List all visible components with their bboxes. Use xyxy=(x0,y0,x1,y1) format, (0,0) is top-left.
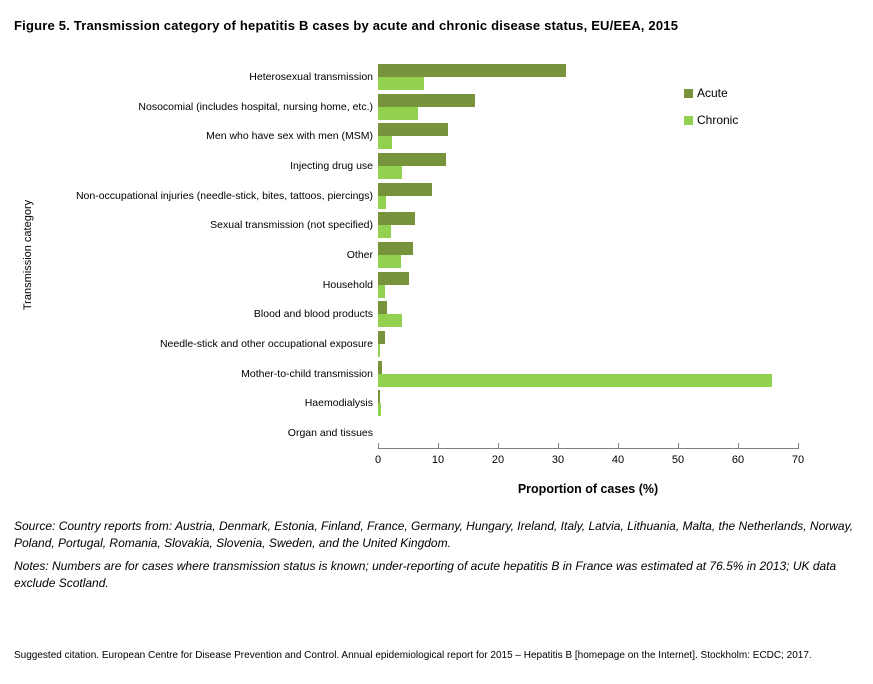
bar-acute xyxy=(378,242,413,255)
legend-item-chronic xyxy=(684,113,738,127)
x-tick-mark xyxy=(378,443,379,448)
x-tick-mark xyxy=(438,443,439,448)
x-tick-label: 50 xyxy=(671,454,685,466)
bar-group xyxy=(378,301,800,327)
notes-text: Notes: Numbers are for cases where transmission status is known; under-reporting of acute hepatitis B in France was estimated at 76.5% in 2013; UK data exclude Scotland. xyxy=(14,559,837,591)
category-label: Heterosexual transmission xyxy=(249,70,373,83)
category-label: Other xyxy=(346,248,373,261)
bar-group xyxy=(378,183,800,209)
suggested-citation: Suggested citation. European Centre for Disease Prevention and Control. Annual epidemiological report for 2015 – Hepatitis B [homepage on the Internet]. Stockholm: ECDC; 2017. xyxy=(14,650,812,661)
bar-acute xyxy=(378,153,446,166)
bar-group xyxy=(378,390,800,416)
legend-swatch-icon xyxy=(684,116,693,125)
category-row xyxy=(40,359,800,389)
bar-acute xyxy=(378,64,566,77)
legend-label: Chronic xyxy=(697,113,739,127)
category-label: Mother-to-child transmission xyxy=(241,367,373,380)
bar-group xyxy=(378,153,800,179)
category-label: Household xyxy=(322,278,373,291)
category-label: Non-occupational injuries (needle-stick, bites, tattoos, piercings) xyxy=(75,189,373,202)
x-tick-mark xyxy=(678,443,679,448)
x-tick-mark xyxy=(798,443,799,448)
x-tick-mark xyxy=(738,443,739,448)
x-axis-title: Proportion of cases (%) xyxy=(517,482,659,496)
category-row xyxy=(40,389,800,419)
category-row xyxy=(40,300,800,330)
x-axis-line xyxy=(378,448,799,449)
x-tick-mark xyxy=(618,443,619,448)
bar-chronic xyxy=(378,285,385,298)
bar-acute xyxy=(378,272,409,285)
bar-group xyxy=(378,420,800,446)
bar-chronic xyxy=(378,255,401,268)
x-tick-label: 10 xyxy=(431,454,445,466)
y-axis-label: Transmission category xyxy=(22,199,34,311)
category-row xyxy=(40,240,800,270)
x-tick-label: 40 xyxy=(611,454,625,466)
bar-chronic xyxy=(378,344,380,357)
bar-chronic xyxy=(378,314,402,327)
bar-chronic xyxy=(378,225,391,238)
bar-acute xyxy=(378,94,475,107)
bar-acute xyxy=(378,123,448,136)
category-label: Nosocomial (includes hospital, nursing home, etc.) xyxy=(138,100,373,113)
bar-group xyxy=(378,331,800,357)
bar-group xyxy=(378,361,800,387)
x-tick-mark xyxy=(558,443,559,448)
legend-label: Acute xyxy=(697,86,728,100)
bar-chronic xyxy=(378,374,772,387)
category-label: Needle-stick and other occupational exposure xyxy=(159,338,373,351)
bar-acute xyxy=(378,212,415,225)
category-label: Organ and tissues xyxy=(287,427,373,440)
category-row xyxy=(40,329,800,359)
bar-acute xyxy=(378,331,385,344)
x-tick-label: 0 xyxy=(374,454,382,466)
bar-group xyxy=(378,272,800,298)
figure-title: Figure 5. Transmission category of hepatitis B cases by acute and chronic disease status, EU/EEA, 2015 xyxy=(14,18,679,33)
category-label: Blood and blood products xyxy=(253,308,373,321)
category-label: Men who have sex with men (MSM) xyxy=(206,130,373,143)
bar-acute xyxy=(378,301,387,314)
legend xyxy=(684,86,738,140)
bar-chronic xyxy=(378,136,392,149)
legend-item-acute xyxy=(684,86,738,100)
category-label: Sexual transmission (not specified) xyxy=(210,219,373,232)
category-row xyxy=(40,418,800,448)
category-row xyxy=(40,151,800,181)
x-tick-label: 60 xyxy=(731,454,745,466)
category-row xyxy=(40,270,800,300)
bar-acute xyxy=(378,390,380,403)
bar-chronic xyxy=(378,196,386,209)
bar-group xyxy=(378,242,800,268)
bar-chronic xyxy=(378,166,402,179)
x-tick-mark xyxy=(498,443,499,448)
bar-chronic xyxy=(378,107,418,120)
category-label: Injecting drug use xyxy=(290,159,373,172)
x-tick-label: 70 xyxy=(791,454,805,466)
x-tick-label: 20 xyxy=(491,454,505,466)
category-row xyxy=(40,210,800,240)
bar-acute xyxy=(378,183,432,196)
source-note: Source: Country reports from: Austria, Denmark, Estonia, Finland, France, Germany, Hungary, Ireland, Italy, Latvia, Lithuania, Malta, the Netherlands, Norway, Poland, Portugal, Romania, Slovakia, Slovenia, Sweden, and the United Kingdom. xyxy=(14,519,854,551)
legend-swatch-icon xyxy=(684,89,693,98)
bar-chronic xyxy=(378,77,424,90)
category-row xyxy=(40,181,800,211)
bar-group xyxy=(378,212,800,238)
category-label: Haemodialysis xyxy=(304,397,373,410)
bar-acute xyxy=(378,361,382,374)
x-tick-label: 30 xyxy=(551,454,565,466)
bar-chronic xyxy=(378,403,381,416)
